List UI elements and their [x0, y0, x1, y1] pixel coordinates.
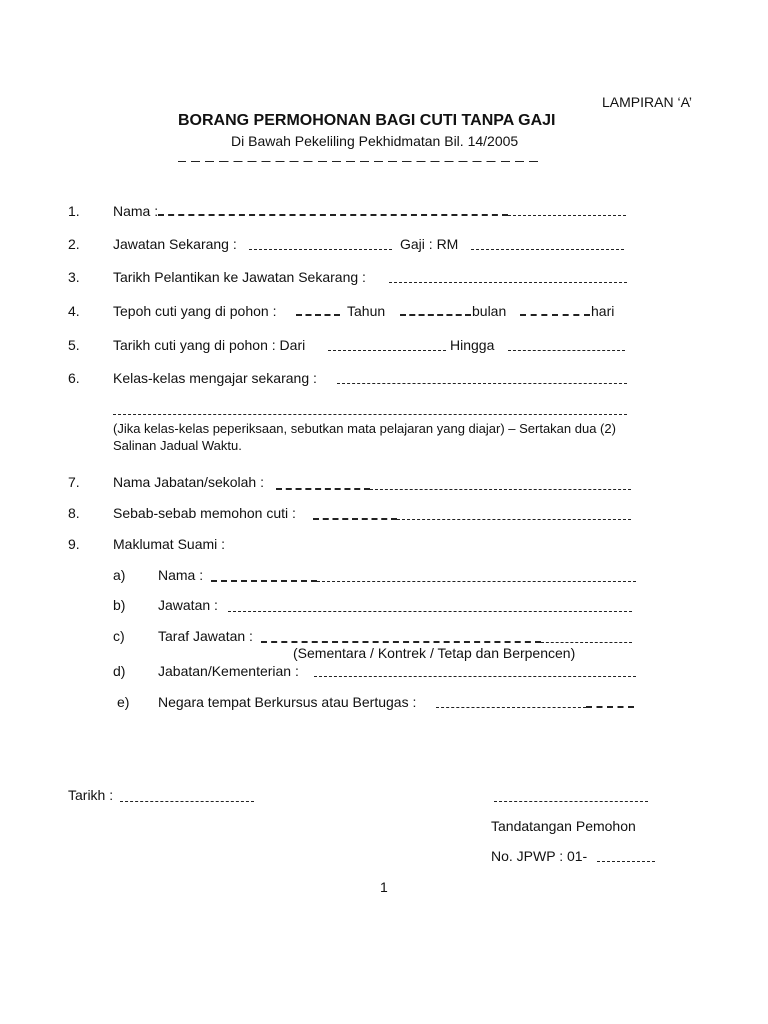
taraf-jawatan-label: Taraf Jawatan : [158, 628, 253, 644]
sub-letter: a) [113, 567, 126, 583]
tarikh-pelantikan-field[interactable] [389, 282, 627, 283]
jabatan-kementerian-label: Jabatan/Kementerian : [158, 663, 299, 679]
jpwp-field[interactable] [597, 861, 655, 862]
header-divider [178, 161, 542, 162]
item-number: 1. [68, 203, 80, 219]
sub-letter: b) [113, 597, 126, 613]
kelas-mengajar-field-line2[interactable] [113, 414, 627, 415]
tahun-label: Tahun [347, 303, 386, 319]
item-number: 3. [68, 269, 80, 285]
kelas-mengajar-field[interactable] [337, 383, 627, 384]
negara-bertugas-field-end [586, 706, 634, 708]
tarikh-dari-field[interactable] [328, 350, 446, 351]
negara-bertugas-field[interactable] [436, 707, 586, 708]
item-number: 9. [68, 536, 80, 552]
kelas-note-cont: Salinan Jadual Waktu. [113, 438, 242, 453]
tarikh-field[interactable] [120, 801, 254, 802]
taraf-jawatan-field-ext [541, 642, 632, 643]
sebab-cuti-field[interactable] [313, 518, 397, 520]
tahun-field[interactable] [296, 314, 340, 316]
kelas-note: (Jika kelas-kelas peperiksaan, sebutkan mata pelajaran yang diajar) – Sertakan dua (2) [113, 421, 616, 436]
maklumat-suami-label: Maklumat Suami : [113, 536, 226, 552]
nama-jabatan-field-ext [370, 489, 631, 490]
taraf-jawatan-field[interactable] [261, 641, 541, 643]
suami-jawatan-label: Jawatan : [158, 597, 218, 613]
sebab-cuti-label: Sebab-sebab memohon cuti : [113, 505, 296, 521]
hingga-label: Hingga [450, 337, 495, 353]
page-number: 1 [380, 879, 388, 895]
sebab-cuti-field-ext [397, 519, 631, 520]
sub-letter: c) [113, 628, 125, 644]
nama-label: Nama : [113, 203, 159, 219]
jawatan-sekarang-field[interactable] [249, 249, 392, 250]
bulan-field[interactable] [400, 314, 471, 316]
item-number: 7. [68, 474, 80, 490]
sub-letter: d) [113, 663, 126, 679]
gaji-label: Gaji : RM [400, 236, 459, 252]
hari-field[interactable] [520, 314, 590, 316]
item-number: 8. [68, 505, 80, 521]
nama-jabatan-label: Nama Jabatan/sekolah : [113, 474, 264, 490]
lampiran-label: LAMPIRAN ‘A’ [602, 94, 692, 110]
suami-nama-label: Nama : [158, 567, 204, 583]
item-number: 5. [68, 337, 80, 353]
nama-field[interactable] [158, 214, 508, 216]
tarikh-cuti-label: Tarikh cuti yang di pohon : Dari [113, 337, 306, 353]
tarikh-hingga-field[interactable] [508, 350, 625, 351]
tandatangan-field[interactable] [494, 801, 648, 802]
form-subtitle: Di Bawah Pekeliling Pekhidmatan Bil. 14/2005 [231, 133, 519, 149]
jabatan-kementerian-field[interactable] [314, 676, 636, 677]
jawatan-sekarang-label: Jawatan Sekarang : [113, 236, 237, 252]
jpwp-label: No. JPWP : 01- [491, 848, 588, 864]
item-number: 6. [68, 370, 80, 386]
nama-jabatan-field[interactable] [276, 488, 370, 490]
item-number: 2. [68, 236, 80, 252]
item-number: 4. [68, 303, 80, 319]
gaji-field[interactable] [471, 249, 624, 250]
suami-nama-field[interactable] [211, 580, 317, 582]
form-title: BORANG PERMOHONAN BAGI CUTI TANPA GAJI [178, 112, 556, 129]
nama-field-ext [508, 215, 626, 216]
tempoh-cuti-label: Tepoh cuti yang di pohon : [113, 303, 277, 319]
tarikh-pelantikan-label: Tarikh Pelantikan ke Jawatan Sekarang : [113, 269, 366, 285]
suami-jawatan-field[interactable] [228, 611, 632, 612]
taraf-jawatan-options: (Sementara / Kontrek / Tetap dan Berpencen) [293, 645, 576, 661]
kelas-mengajar-label: Kelas-kelas mengajar sekarang : [113, 370, 317, 386]
tarikh-label: Tarikh : [68, 787, 114, 803]
suami-nama-field-ext [317, 581, 636, 582]
bulan-label: bulan [472, 303, 507, 319]
negara-bertugas-label: Negara tempat Berkursus atau Bertugas : [158, 694, 417, 710]
sub-letter: e) [117, 694, 130, 710]
hari-label: hari [591, 303, 615, 319]
tandatangan-label: Tandatangan Pemohon [491, 818, 636, 834]
